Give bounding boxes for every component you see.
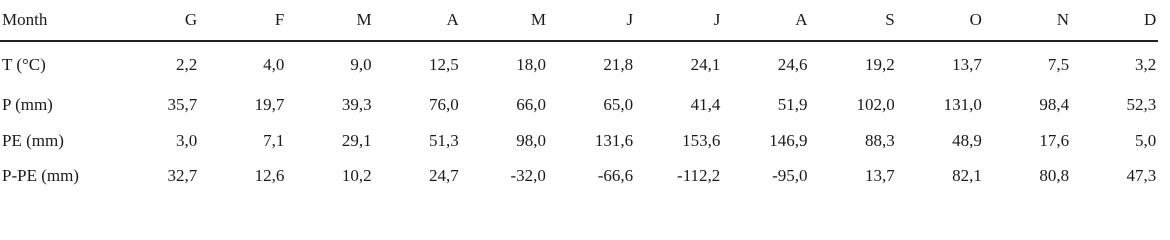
- table-cell: 52,3: [1126, 95, 1157, 114]
- row-label: T (°C): [2, 54, 46, 74]
- table-row: [0, 123, 1158, 159]
- row-label: P (mm): [2, 95, 53, 114]
- table-cell: 48,9: [952, 131, 982, 150]
- table-cell: 35,7: [167, 95, 198, 114]
- header-month: O: [969, 10, 982, 29]
- header-month: G: [184, 10, 198, 29]
- table-cell: 24,7: [429, 165, 459, 185]
- row-label: P-PE (mm): [2, 165, 79, 185]
- header-month: M: [356, 10, 372, 29]
- row-label: PE (mm): [2, 131, 64, 150]
- table-cell: 7,1: [263, 131, 285, 150]
- table-cell: 51,3: [429, 131, 459, 150]
- table-cell: -112,2: [677, 165, 721, 185]
- table-cell: -95,0: [772, 165, 808, 185]
- table-cell: 13,7: [952, 54, 982, 74]
- table-cell: 24,1: [690, 54, 721, 74]
- table-cell: 21,8: [603, 54, 634, 74]
- table-cell: 29,1: [341, 131, 372, 150]
- table-cell: 41,4: [690, 95, 721, 114]
- table-cell: 131,6: [594, 131, 634, 150]
- header-month: F: [274, 10, 285, 29]
- table-cell: 102,0: [856, 95, 895, 114]
- table-cell: 47,3: [1126, 165, 1157, 185]
- table-row: [0, 41, 1158, 87]
- table-row: [0, 87, 1158, 123]
- header-month: S: [885, 10, 895, 29]
- table-cell: 66,0: [516, 95, 546, 114]
- table-cell: 98,4: [1039, 95, 1070, 114]
- table-cell: 10,2: [341, 165, 372, 185]
- table-cell: 3,2: [1135, 54, 1157, 74]
- header-month: A: [446, 10, 459, 29]
- table-body: [0, 41, 1158, 192]
- table-cell: 24,6: [777, 54, 808, 74]
- header-month: A: [795, 10, 808, 29]
- table-cell: 4,0: [263, 54, 285, 74]
- table-cell: 5,0: [1135, 131, 1157, 150]
- table-cell: 51,9: [777, 95, 808, 114]
- table-cell: -66,6: [597, 165, 634, 185]
- table-cell: 12,5: [429, 54, 459, 74]
- table-cell: 13,7: [864, 165, 895, 185]
- table-cell: 39,3: [341, 95, 372, 114]
- table-cell: 88,3: [864, 131, 895, 150]
- table-cell: 2,2: [175, 54, 198, 74]
- header-month: J: [626, 10, 634, 29]
- table-cell: 3,0: [175, 131, 198, 150]
- header-label-month: Month: [2, 10, 48, 29]
- table-cell: 9,0: [350, 54, 372, 74]
- table-cell: -32,0: [510, 165, 546, 185]
- table-cell: 76,0: [429, 95, 459, 114]
- table-cell: 131,0: [943, 95, 982, 114]
- table-cell: 19,2: [864, 54, 895, 74]
- header-month: N: [1056, 10, 1070, 29]
- table-cell: 65,0: [603, 95, 634, 114]
- table-cell: 19,7: [254, 95, 285, 114]
- table-cell: 18,0: [516, 54, 546, 74]
- table-cell: 7,5: [1047, 54, 1070, 74]
- header-month: J: [713, 10, 721, 29]
- table-cell: 82,1: [952, 165, 982, 185]
- table-header: [0, 0, 1158, 41]
- header-month: D: [1143, 10, 1157, 29]
- table-cell: 98,0: [516, 131, 546, 150]
- table-cell: 12,6: [254, 165, 285, 185]
- header-row: [0, 0, 1158, 41]
- table-cell: 17,6: [1039, 131, 1070, 150]
- table-row: [0, 159, 1158, 192]
- table-cell: 146,9: [769, 131, 808, 150]
- table-cell: 153,6: [682, 131, 721, 150]
- table-cell: 32,7: [167, 165, 198, 185]
- table-cell: 80,8: [1039, 165, 1070, 185]
- header-month: M: [530, 10, 546, 29]
